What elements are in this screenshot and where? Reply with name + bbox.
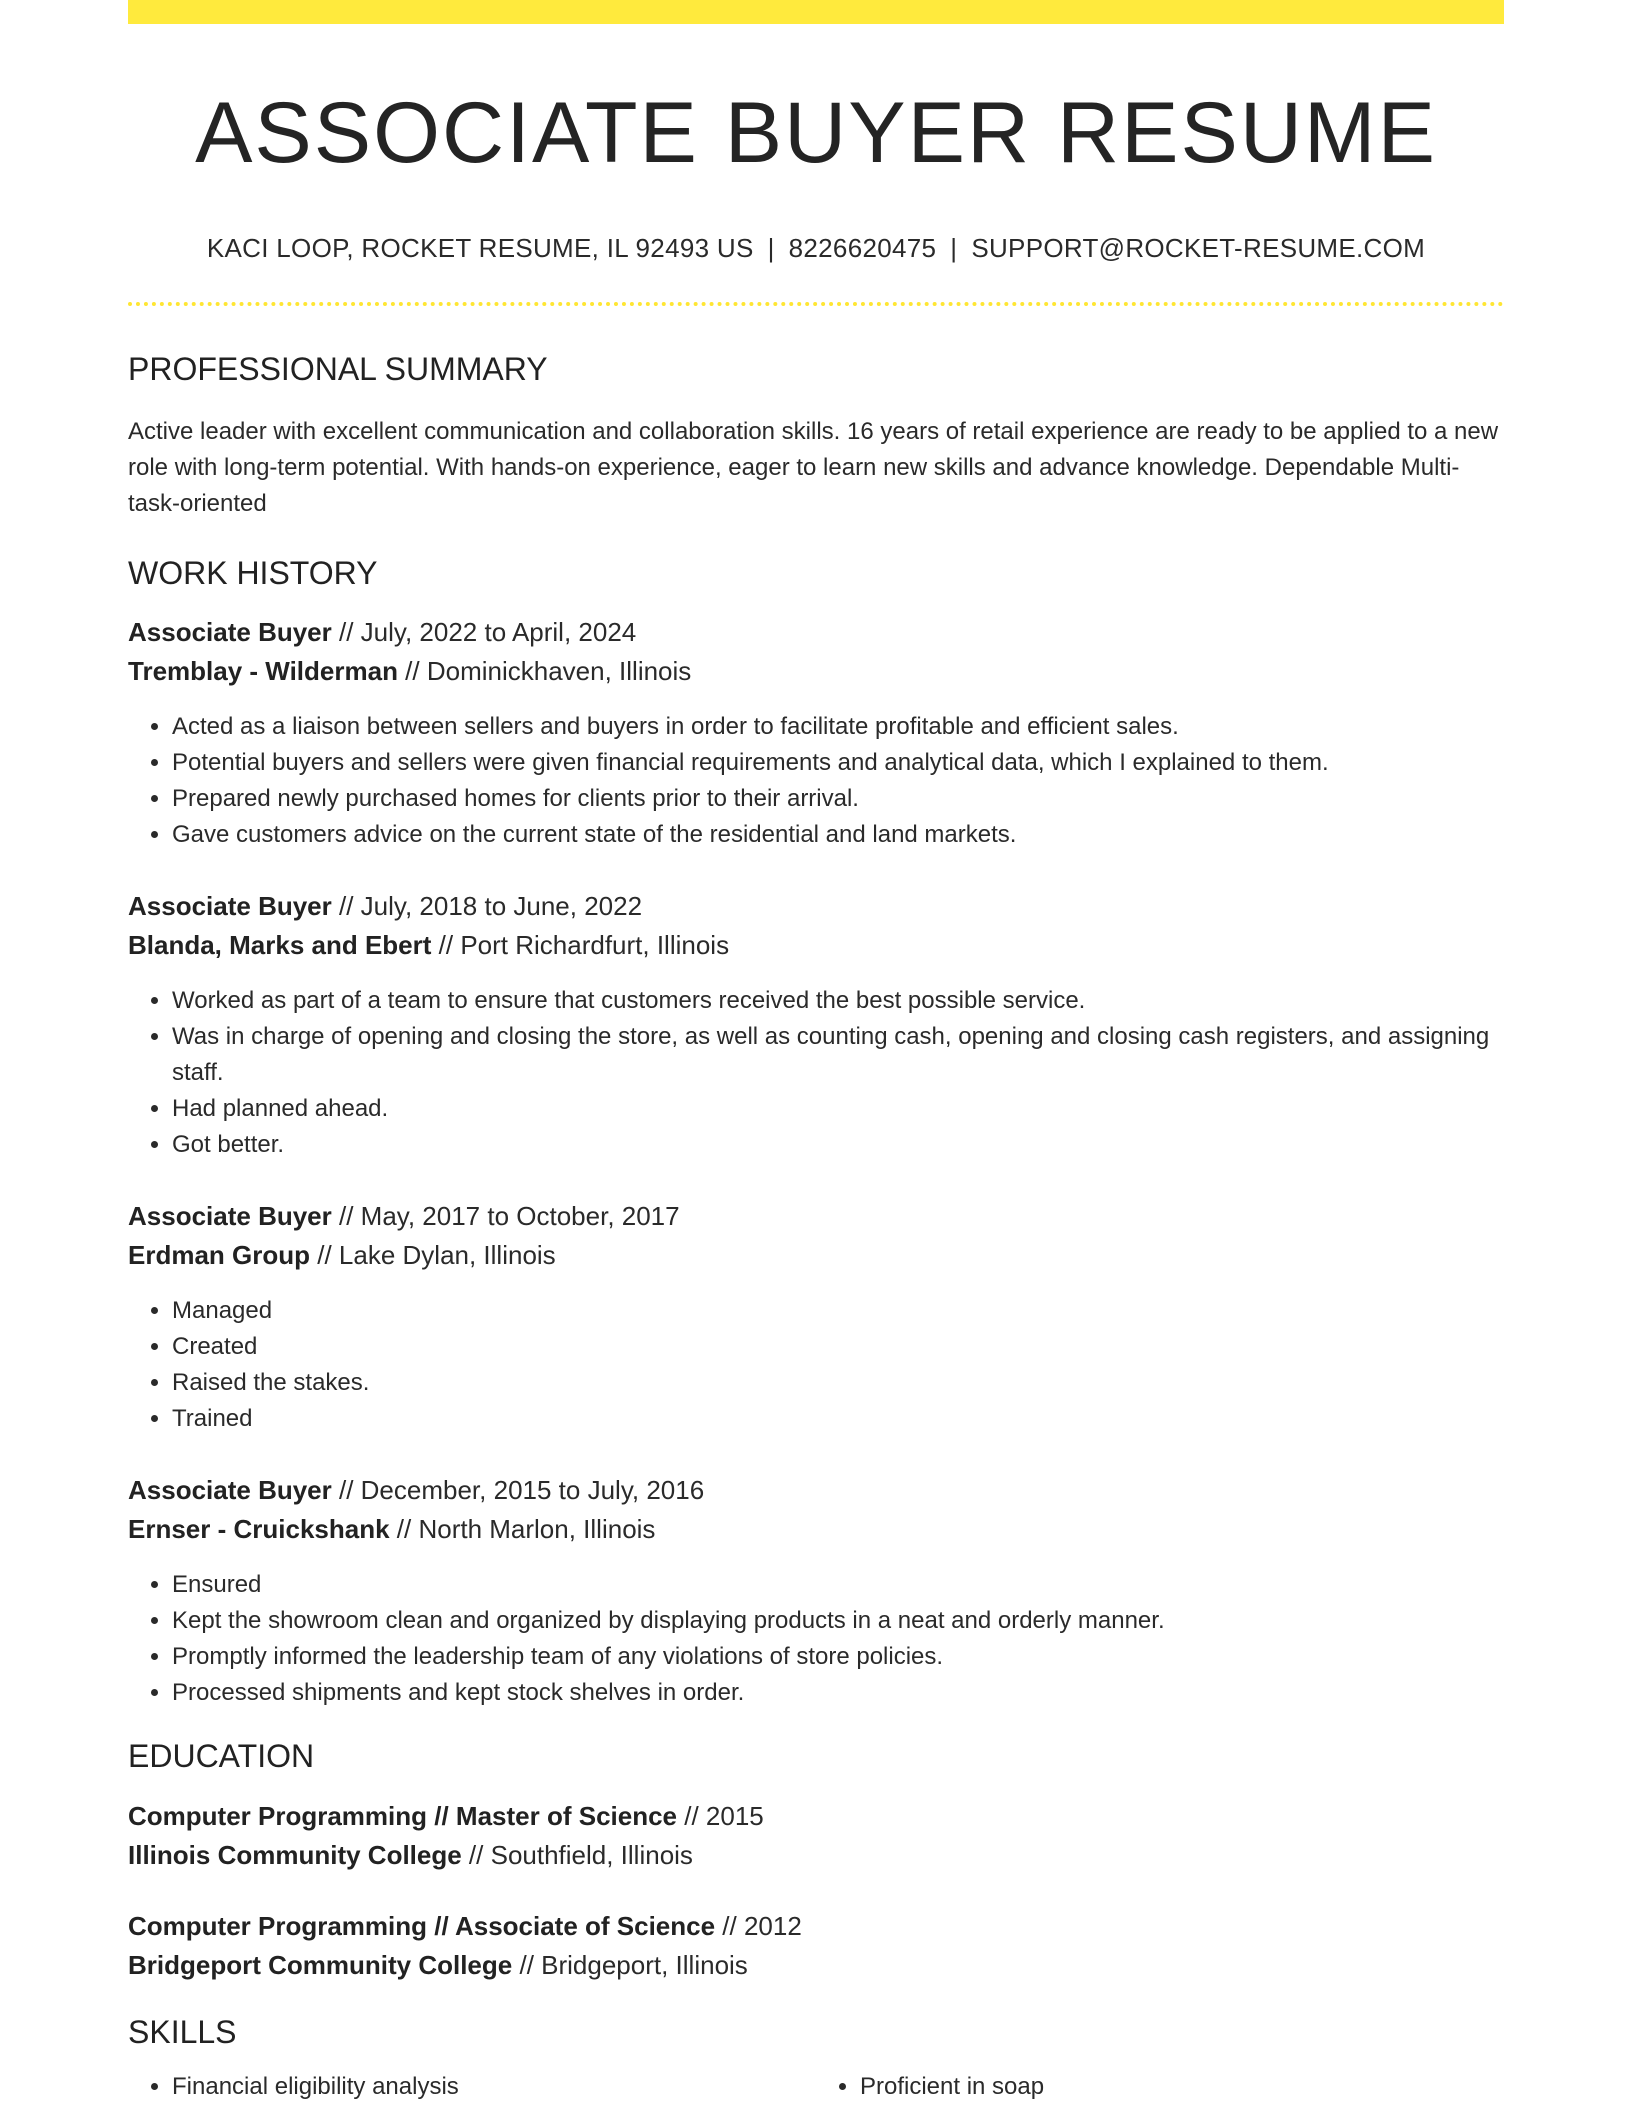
list-item: • Was in charge of opening and closing the store, as well as counting cash, opening and closing cash registers, and assigning staff. bbox=[172, 1019, 1504, 1091]
job-company-line bbox=[128, 652, 1504, 691]
skill-item: • Proficient in soap bbox=[860, 2069, 1504, 2105]
job-entry bbox=[128, 613, 1504, 853]
skills-column-left bbox=[128, 2069, 816, 2105]
list-item: • Had planned ahead. bbox=[172, 1091, 1504, 1127]
list-item: • Potential buyers and sellers were given financial requirements and analytical data, which I explained to them. bbox=[172, 745, 1504, 781]
contact-phone: 8226620475 bbox=[788, 232, 937, 263]
job-role: Associate Buyer bbox=[128, 1200, 332, 1231]
list-item: • Ensured bbox=[172, 1567, 1504, 1603]
job-title-line bbox=[128, 613, 1504, 652]
education-degree-line bbox=[128, 1797, 1504, 1836]
section-title-work-history: WORK HISTORY bbox=[128, 555, 378, 592]
skills-list bbox=[816, 2069, 1504, 2105]
job-bullet-list bbox=[128, 983, 1504, 1163]
contact-separator: | bbox=[767, 232, 775, 263]
section-title-skills: SKILLS bbox=[128, 2014, 237, 2051]
list-item: • Created bbox=[172, 1329, 1504, 1365]
page-title: ASSOCIATE BUYER RESUME bbox=[195, 85, 1437, 181]
list-item: • Got better. bbox=[172, 1127, 1504, 1163]
job-company-line bbox=[128, 1510, 1504, 1549]
dotted-divider bbox=[128, 302, 1504, 306]
list-item: • Raised the stakes. bbox=[172, 1365, 1504, 1401]
job-location: // Lake Dylan, Illinois bbox=[310, 1239, 556, 1270]
job-company-line bbox=[128, 926, 1504, 965]
list-item: • Promptly informed the leadership team of any violations of store policies. bbox=[172, 1639, 1504, 1675]
job-entry bbox=[128, 1197, 1504, 1437]
list-item: • Kept the showroom clean and organized by displaying products in a neat and orderly manner. bbox=[172, 1603, 1504, 1639]
accent-top-bar bbox=[128, 0, 1504, 24]
job-location: // Dominickhaven, Illinois bbox=[397, 655, 692, 686]
job-company: Ernser - Cruickshank bbox=[128, 1513, 390, 1544]
education-degree-line bbox=[128, 1907, 1504, 1946]
job-entry bbox=[128, 887, 1504, 1163]
job-bullet-list bbox=[128, 1293, 1504, 1437]
job-company: Erdman Group bbox=[128, 1239, 311, 1270]
job-company: Tremblay - Wilderman bbox=[128, 655, 398, 686]
skill-item: • Financial eligibility analysis bbox=[172, 2069, 816, 2105]
job-dates: // December, 2015 to July, 2016 bbox=[331, 1474, 705, 1505]
job-location: // North Marlon, Illinois bbox=[389, 1513, 656, 1544]
skills-column-right bbox=[816, 2069, 1504, 2105]
job-title-line bbox=[128, 1471, 1504, 1510]
list-item: • Prepared newly purchased homes for clients prior to their arrival. bbox=[172, 781, 1504, 817]
education-entry bbox=[128, 1907, 1504, 1985]
contact-email: SUPPORT@ROCKET-RESUME.COM bbox=[971, 232, 1426, 263]
list-item: • Processed shipments and kept stock shelves in order. bbox=[172, 1675, 1504, 1711]
education-location: // Southfield, Illinois bbox=[461, 1840, 693, 1871]
job-bullet-list bbox=[128, 1567, 1504, 1711]
list-item: • Trained bbox=[172, 1401, 1504, 1437]
job-entry bbox=[128, 1471, 1504, 1711]
education-degree: Computer Programming // Associate of Science bbox=[128, 1911, 716, 1942]
resume-page bbox=[128, 0, 1504, 2105]
section-title-summary: PROFESSIONAL SUMMARY bbox=[128, 350, 548, 387]
job-dates: // July, 2018 to June, 2022 bbox=[331, 890, 643, 921]
contact-address: KACI LOOP, ROCKET RESUME, IL 92493 US bbox=[206, 232, 754, 263]
list-item: • Acted as a liaison between sellers and buyers in order to facilitate profitable and efficient sales. bbox=[172, 709, 1504, 745]
list-item: • Managed bbox=[172, 1293, 1504, 1329]
job-bullet-list bbox=[128, 709, 1504, 853]
education-location: // Bridgeport, Illinois bbox=[512, 1950, 748, 1981]
job-dates: // July, 2022 to April, 2024 bbox=[331, 616, 637, 647]
education-school-line bbox=[128, 1946, 1504, 1985]
job-company-line bbox=[128, 1236, 1504, 1275]
list-item: • Worked as part of a team to ensure that customers received the best possible service. bbox=[172, 983, 1504, 1019]
education-entry bbox=[128, 1797, 1504, 1875]
job-role: Associate Buyer bbox=[128, 1474, 332, 1505]
education-school-line bbox=[128, 1836, 1504, 1875]
job-dates: // May, 2017 to October, 2017 bbox=[331, 1200, 680, 1231]
section-title-education: EDUCATION bbox=[128, 1737, 315, 1774]
contact-separator: | bbox=[950, 232, 958, 263]
job-title-line bbox=[128, 1197, 1504, 1236]
job-company: Blanda, Marks and Ebert bbox=[128, 929, 432, 960]
education-year: // 2012 bbox=[715, 1911, 802, 1942]
education-degree: Computer Programming // Master of Science bbox=[128, 1801, 678, 1832]
summary-text: Active leader with excellent communication and collaboration skills. 16 years of retail experience are ready to be applied to a new role with long-term potential. With hands-on experience, eager to learn new skills and advance knowledge. Dependable Multi-task-oriented bbox=[128, 418, 1499, 518]
education-school: Bridgeport Community College bbox=[128, 1950, 513, 1981]
skills-grid bbox=[128, 2069, 1504, 2105]
education-school: Illinois Community College bbox=[128, 1840, 462, 1871]
job-title-line bbox=[128, 887, 1504, 926]
contact-line bbox=[128, 233, 1504, 264]
job-role: Associate Buyer bbox=[128, 616, 332, 647]
job-location: // Port Richardfurt, Illinois bbox=[431, 929, 730, 960]
skills-list bbox=[128, 2069, 816, 2105]
education-year: // 2015 bbox=[677, 1801, 764, 1832]
job-role: Associate Buyer bbox=[128, 890, 332, 921]
list-item: • Gave customers advice on the current state of the residential and land markets. bbox=[172, 817, 1504, 853]
